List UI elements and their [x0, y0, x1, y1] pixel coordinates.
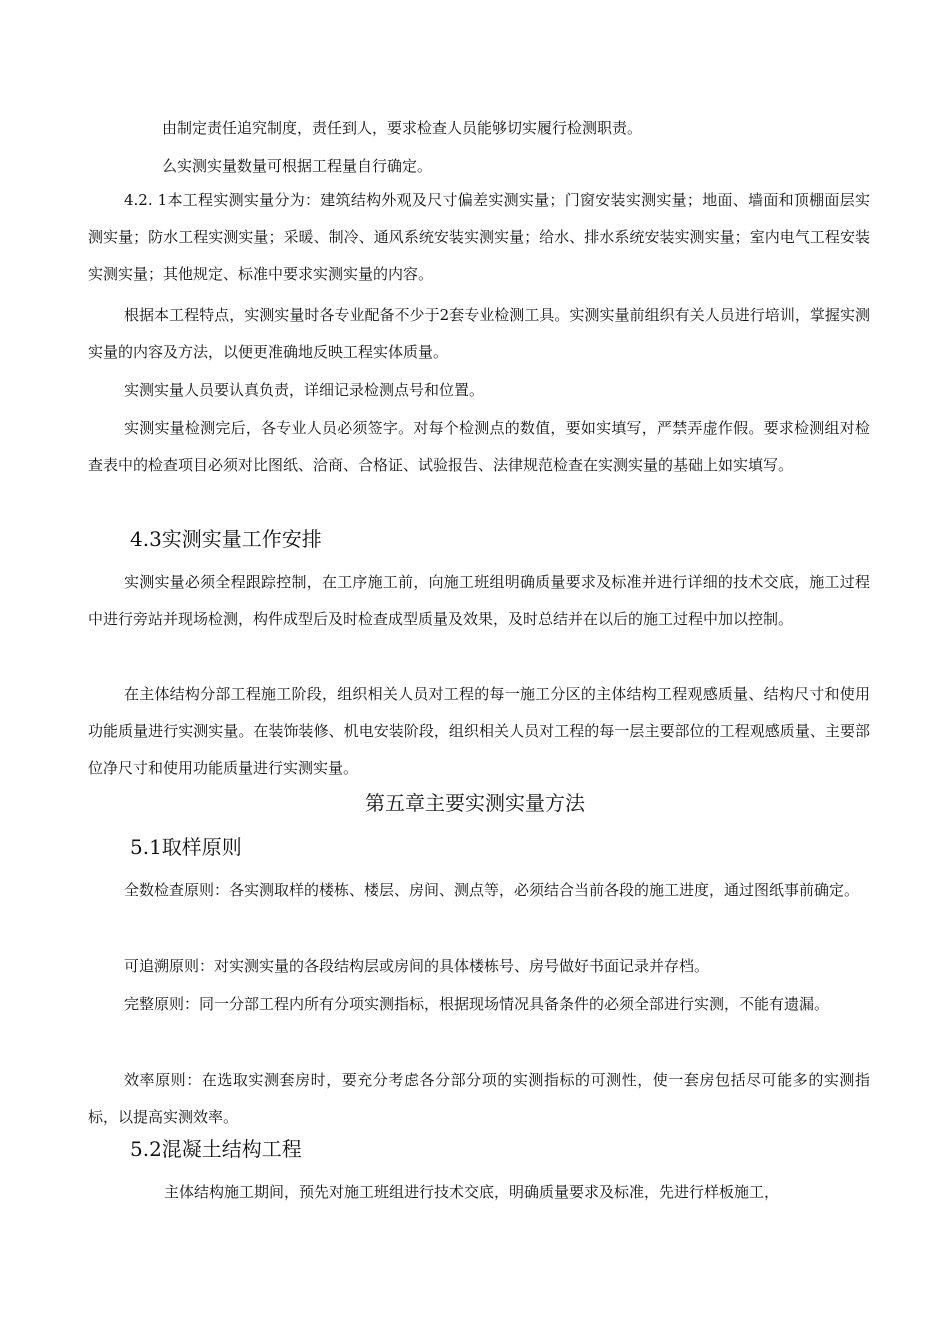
paragraph: 完整原则：同一分部工程内所有分项实测指标，根据现场情况具备条件的必须全部进行实测，不能有遗漏。 — [124, 995, 830, 1013]
section-heading-5-2: 5.2混凝土结构工程 — [130, 1137, 302, 1161]
paragraph: 根据本工程特点，实测实量时各专业配备不少于2套专业检测工具。实测实量前组织有关人员进行培训，掌握实测实量的内容及方法，以便更准确地反映工程实体质量。 — [88, 306, 870, 361]
chapter-title: 第五章主要实测实量方法 — [365, 791, 585, 815]
paragraph: 实测实量必须全程跟踪控制，在工序施工前，向施工班组明确质量要求及标准并进行详细的技术交底，施工过程中进行旁站并现场检测，构件成型后及时检查成型质量及效果，及时总结并在以后的施工过程中加以控制。 — [88, 573, 870, 628]
paragraph: 主体结构施工期间，预先对施工班组进行技术交底，明确质量要求及标准，先进行样板施工， — [164, 1183, 780, 1201]
paragraph: 在主体结构分部工程施工阶段，组织相关人员对工程的每一施工分区的主体结构工程观感质量、结构尺寸和使用功能质量进行实测实量。在装饰装修、机电安装阶段，组织相关人员对工程的每一层主要部位的工程观感质量、主要部位净尺寸和使用功能质量进行实测实量。 — [88, 685, 870, 777]
paragraph: 实测实量检测完后，各专业人员必须签字。对每个检测点的数值，要如实填写，严禁弄虚作假。要求检测组对检查表中的检查项目必须对比图纸、洽商、合格证、试验报告、法律规范检查在实测实量的基础上如实填写。 — [88, 419, 870, 474]
paragraph: 可追溯原则：对实测实量的各段结构层或房间的具体楼栋号、房号做好书面记录并存档。 — [124, 957, 710, 975]
paragraph: 全数检查原则：各实测取样的楼栋、楼层、房间、测点等，必须结合当前各段的施工进度，通过图纸事前确定。 — [124, 881, 860, 899]
paragraph: 效率原则：在选取实测套房时，要充分考虑各分部分项的实测指标的可测性，使一套房包括尽可能多的实测指标，以提高实测效率。 — [88, 1071, 870, 1126]
paragraph: 4.2. 1本工程实测实量分为：建筑结构外观及尺寸偏差实测实量；门窗安装实测实量；地面、墙面和顶棚面层实测实量；防水工程实测实量；采暖、制冷、通风系统安装实测实量；给水、排水系统安装实测实量；室内电气工程安装实测实量；其他规定、标准中要求实测实量的内容。 — [88, 191, 870, 283]
section-heading-4-3: 4.3实测实量工作安排 — [130, 527, 322, 551]
section-heading-5-1: 5.1取样原则 — [130, 835, 242, 859]
paragraph: 么实测实量数量可根据工程量自行确定。 — [162, 157, 433, 175]
paragraph: 由制定责任追究制度，责任到人，要求检查人员能够切实履行检测职责。 — [162, 119, 643, 137]
paragraph: 实测实量人员要认真负责，详细记录检测点号和位置。 — [124, 381, 485, 399]
